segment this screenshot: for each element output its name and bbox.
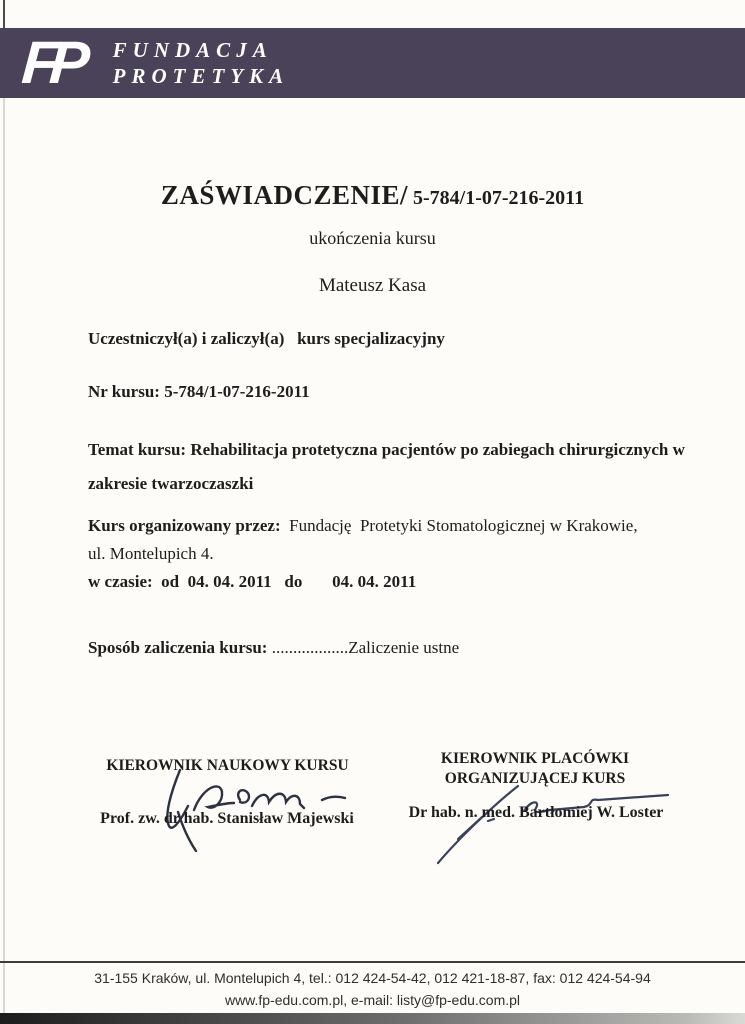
recipient-name: Mateusz Kasa (318, 275, 427, 296)
organizer-line (88, 512, 708, 540)
fp-logo-icon: FP (19, 29, 84, 96)
scan-edge-artifact-left (3, 0, 5, 1024)
certificate-title-word: ZAŚWIADCZENIE/ (160, 180, 408, 210)
letterhead-band (0, 28, 745, 98)
signature-right-title-line1: KIEROWNIK PLACÓWKI (440, 750, 630, 767)
certificate-number: 5-784/1-07-216-2011 (407, 187, 585, 209)
organizer-address-line: ul. Montelupich 4. (88, 544, 214, 563)
scan-edge-artifact-bottom (0, 1013, 745, 1024)
footer-address-line: 31-155 Kraków, ul. Montelupich 4, tel.: 012 424-54-42, 012 421-18-87, fax: 012 424-54-94 (94, 970, 651, 986)
organization-name-line1: FUNDACJA (112, 38, 273, 62)
organizer-value: Fundację Protetyki Stomatologicznej w Krakowie, (280, 516, 638, 535)
signature-left-icon (128, 766, 368, 852)
organization-name-line2: PROTETYKA (112, 64, 290, 88)
course-dates-line: w czasie: od 04. 04. 2011 do 04. 04. 2011 (88, 572, 417, 591)
footer-web-email-line: www.fp-edu.com.pl, e-mail: listy@fp-edu.com.pl (224, 992, 521, 1008)
completion-method-label: Sposób zaliczenia kursu: (88, 638, 268, 657)
completion-method-line (88, 638, 459, 658)
footer-divider (0, 961, 745, 963)
signature-right-icon (428, 781, 688, 866)
certificate-title (0, 180, 745, 211)
organizer-label: Kurs organizowany przez: (88, 516, 281, 535)
signature-right-name: Dr hab. n. med. Bartłomiej W. Loster (408, 804, 664, 821)
organizer-block (88, 512, 708, 596)
participation-line: Uczestniczył(a) i zaliczył(a) kurs specjalizacyjny (88, 329, 445, 348)
course-number-line: Nr kursu: 5-784/1-07-216-2011 (88, 382, 310, 401)
signature-left-name: Prof. zw. dr hab. Stanisław Majewski (100, 810, 354, 827)
signature-right-title-line2: ORGANIZUJĄCEJ KURS (444, 770, 626, 787)
organization-name (113, 37, 290, 89)
certificate-subtitle: ukończenia kursu (309, 228, 436, 248)
signature-left-title: KIEROWNIK NAUKOWY KURSU (106, 757, 349, 774)
course-topic-paragraph: Temat kursu: Rehabilitacja protetyczna pacjentów po zabiegach chirurgicznych w zakresie twarzoczaszki (88, 440, 685, 493)
completion-method-value: ..................Zaliczenie ustne (267, 638, 460, 657)
